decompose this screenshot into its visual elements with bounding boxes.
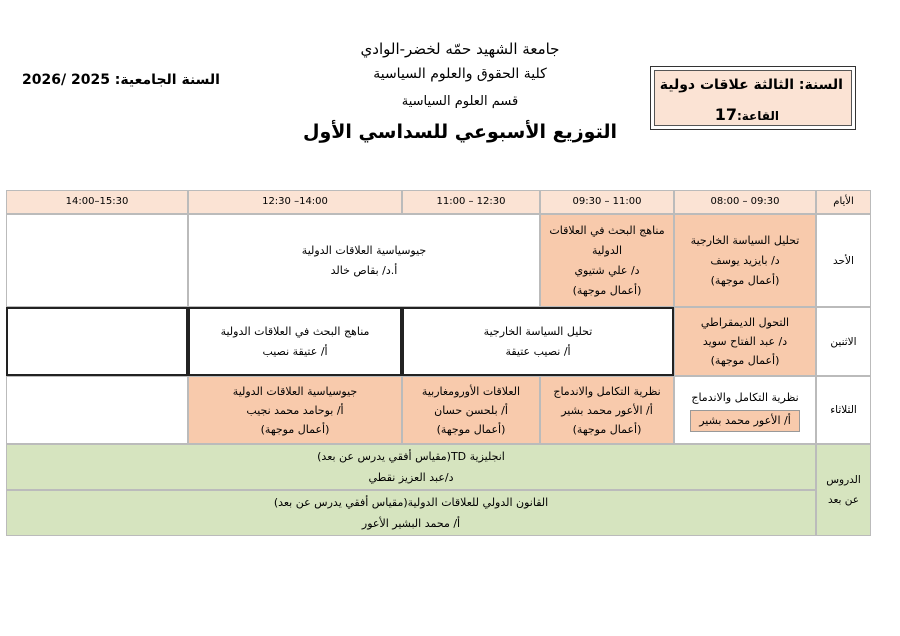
slot-label: 11:00 – 12:30 bbox=[436, 196, 506, 207]
teacher-name: د/عبد العزيز نقطي bbox=[368, 471, 454, 484]
session-tuesday-slot4 bbox=[188, 376, 402, 444]
course-name: تحليل السياسة الخارجية bbox=[483, 324, 593, 338]
empty-cell bbox=[6, 376, 188, 444]
university-name: جامعة الشهيد حمّه لخضر-الوادي bbox=[360, 40, 560, 58]
day-label: الثلاثاء bbox=[830, 404, 857, 416]
teacher-name: أ/ عتيقة نصيب bbox=[262, 344, 328, 358]
course-name: جيوسياسية العلاقات الدولية bbox=[301, 243, 427, 257]
remote-label-line1: الدروس bbox=[826, 474, 861, 486]
course-name: نظرية التكامل والاندماج bbox=[553, 384, 661, 398]
session-monday-slot1 bbox=[674, 307, 816, 376]
room-label: القاعة: bbox=[736, 109, 779, 123]
slot-header-4 bbox=[188, 190, 402, 214]
teacher-name: أ/ الأعور محمد بشير bbox=[561, 403, 653, 417]
course-name: التحول الديمقراطي bbox=[700, 316, 790, 329]
slot-label: 08:00 – 09:30 bbox=[710, 196, 780, 207]
room-info bbox=[715, 105, 779, 124]
day-monday bbox=[816, 307, 871, 376]
course-name: مناهج البحث في العلاقات الدولية bbox=[220, 324, 370, 338]
faculty-name: كلية الحقوق والعلوم السياسية bbox=[373, 66, 547, 82]
teacher-name: د/ عبد الفتاح سويد bbox=[702, 335, 788, 348]
empty-cell bbox=[6, 307, 188, 376]
room-number: 17 bbox=[714, 105, 737, 124]
teacher-name: أ.د/ بقاص خالد bbox=[330, 263, 398, 277]
remote-course-2 bbox=[6, 490, 816, 536]
course-name: انجليزية TD(مقياس أفقي يدرس عن بعد) bbox=[317, 450, 505, 463]
session-sunday-slot34 bbox=[188, 214, 540, 307]
days-header bbox=[816, 190, 871, 214]
course-name-cont: الدولية bbox=[591, 243, 623, 257]
course-name: جيوسياسية العلاقات الدولية bbox=[232, 384, 358, 398]
session-tuesday-slot3 bbox=[402, 376, 540, 444]
slot-header-3 bbox=[402, 190, 540, 214]
remote-course-1 bbox=[6, 444, 816, 490]
teacher-name: أ/ الأعور محمد بشير bbox=[690, 410, 800, 432]
session-type: (أعمال موجهة) bbox=[710, 354, 780, 367]
session-type: (أعمال موجهة) bbox=[572, 283, 642, 297]
session-type: (أعمال موجهة) bbox=[710, 273, 780, 287]
session-type: (أعمال موجهة) bbox=[436, 422, 506, 436]
year-level: السنة: الثالثة علاقات دولية bbox=[659, 77, 843, 93]
teacher-name: أ/ محمد البشير الأعور bbox=[361, 517, 461, 530]
remote-label-line2: عن بعد bbox=[827, 494, 860, 506]
class-info-box bbox=[650, 66, 856, 130]
slot-label: 09:30 – 11:00 bbox=[572, 196, 642, 207]
day-label: الأحد bbox=[833, 254, 854, 267]
day-tuesday bbox=[816, 376, 871, 444]
session-monday-slot23 bbox=[402, 307, 674, 376]
day-sunday bbox=[816, 214, 871, 307]
course-name: العلاقات الأورومغاربية bbox=[421, 384, 521, 398]
slot-header-2 bbox=[540, 190, 674, 214]
session-type: (أعمال موجهة) bbox=[572, 422, 642, 436]
slot-header-1 bbox=[674, 190, 816, 214]
academic-year: السنة الجامعية: 2025 /2026 bbox=[22, 72, 220, 88]
teacher-name: د/ بايزيد يوسف bbox=[710, 253, 780, 267]
course-name: مناهج البحث في العلاقات bbox=[549, 223, 665, 237]
session-tuesday-slot2 bbox=[540, 376, 674, 444]
slot-header-5 bbox=[6, 190, 188, 214]
session-sunday-slot2 bbox=[540, 214, 674, 307]
course-name: تحليل السياسة الخارجية bbox=[690, 233, 800, 247]
teacher-name: د/ علي شتيوي bbox=[574, 263, 640, 277]
course-name: القانون الدولي للعلاقات الدولية(مقياس أفقي يدرس عن بعد) bbox=[273, 496, 549, 509]
course-name: نظرية التكامل والاندماج bbox=[691, 391, 799, 404]
day-label: الاثنين bbox=[830, 335, 857, 348]
days-header-label: الأيام bbox=[833, 196, 854, 207]
session-sunday-slot1 bbox=[674, 214, 816, 307]
teacher-name: أ/ نصيب عتيقة bbox=[505, 344, 571, 358]
remote-label bbox=[816, 444, 871, 536]
empty-cell bbox=[6, 214, 188, 307]
slot-label: 14:00–15:30 bbox=[65, 196, 129, 207]
session-tuesday-slot1 bbox=[674, 376, 816, 444]
session-type: (أعمال موجهة) bbox=[260, 422, 330, 436]
slot-label: 12:30 –14:00 bbox=[262, 196, 328, 207]
teacher-name: أ/ بوحامد محمد نجيب bbox=[246, 403, 344, 417]
session-monday-slot4 bbox=[188, 307, 402, 376]
schedule-title: التوزيع الأسبوعي للسداسي الأول bbox=[302, 121, 617, 143]
teacher-name: أ/ بلحسن حسان bbox=[434, 403, 508, 417]
department-name: قسم العلوم السياسية bbox=[401, 94, 519, 109]
